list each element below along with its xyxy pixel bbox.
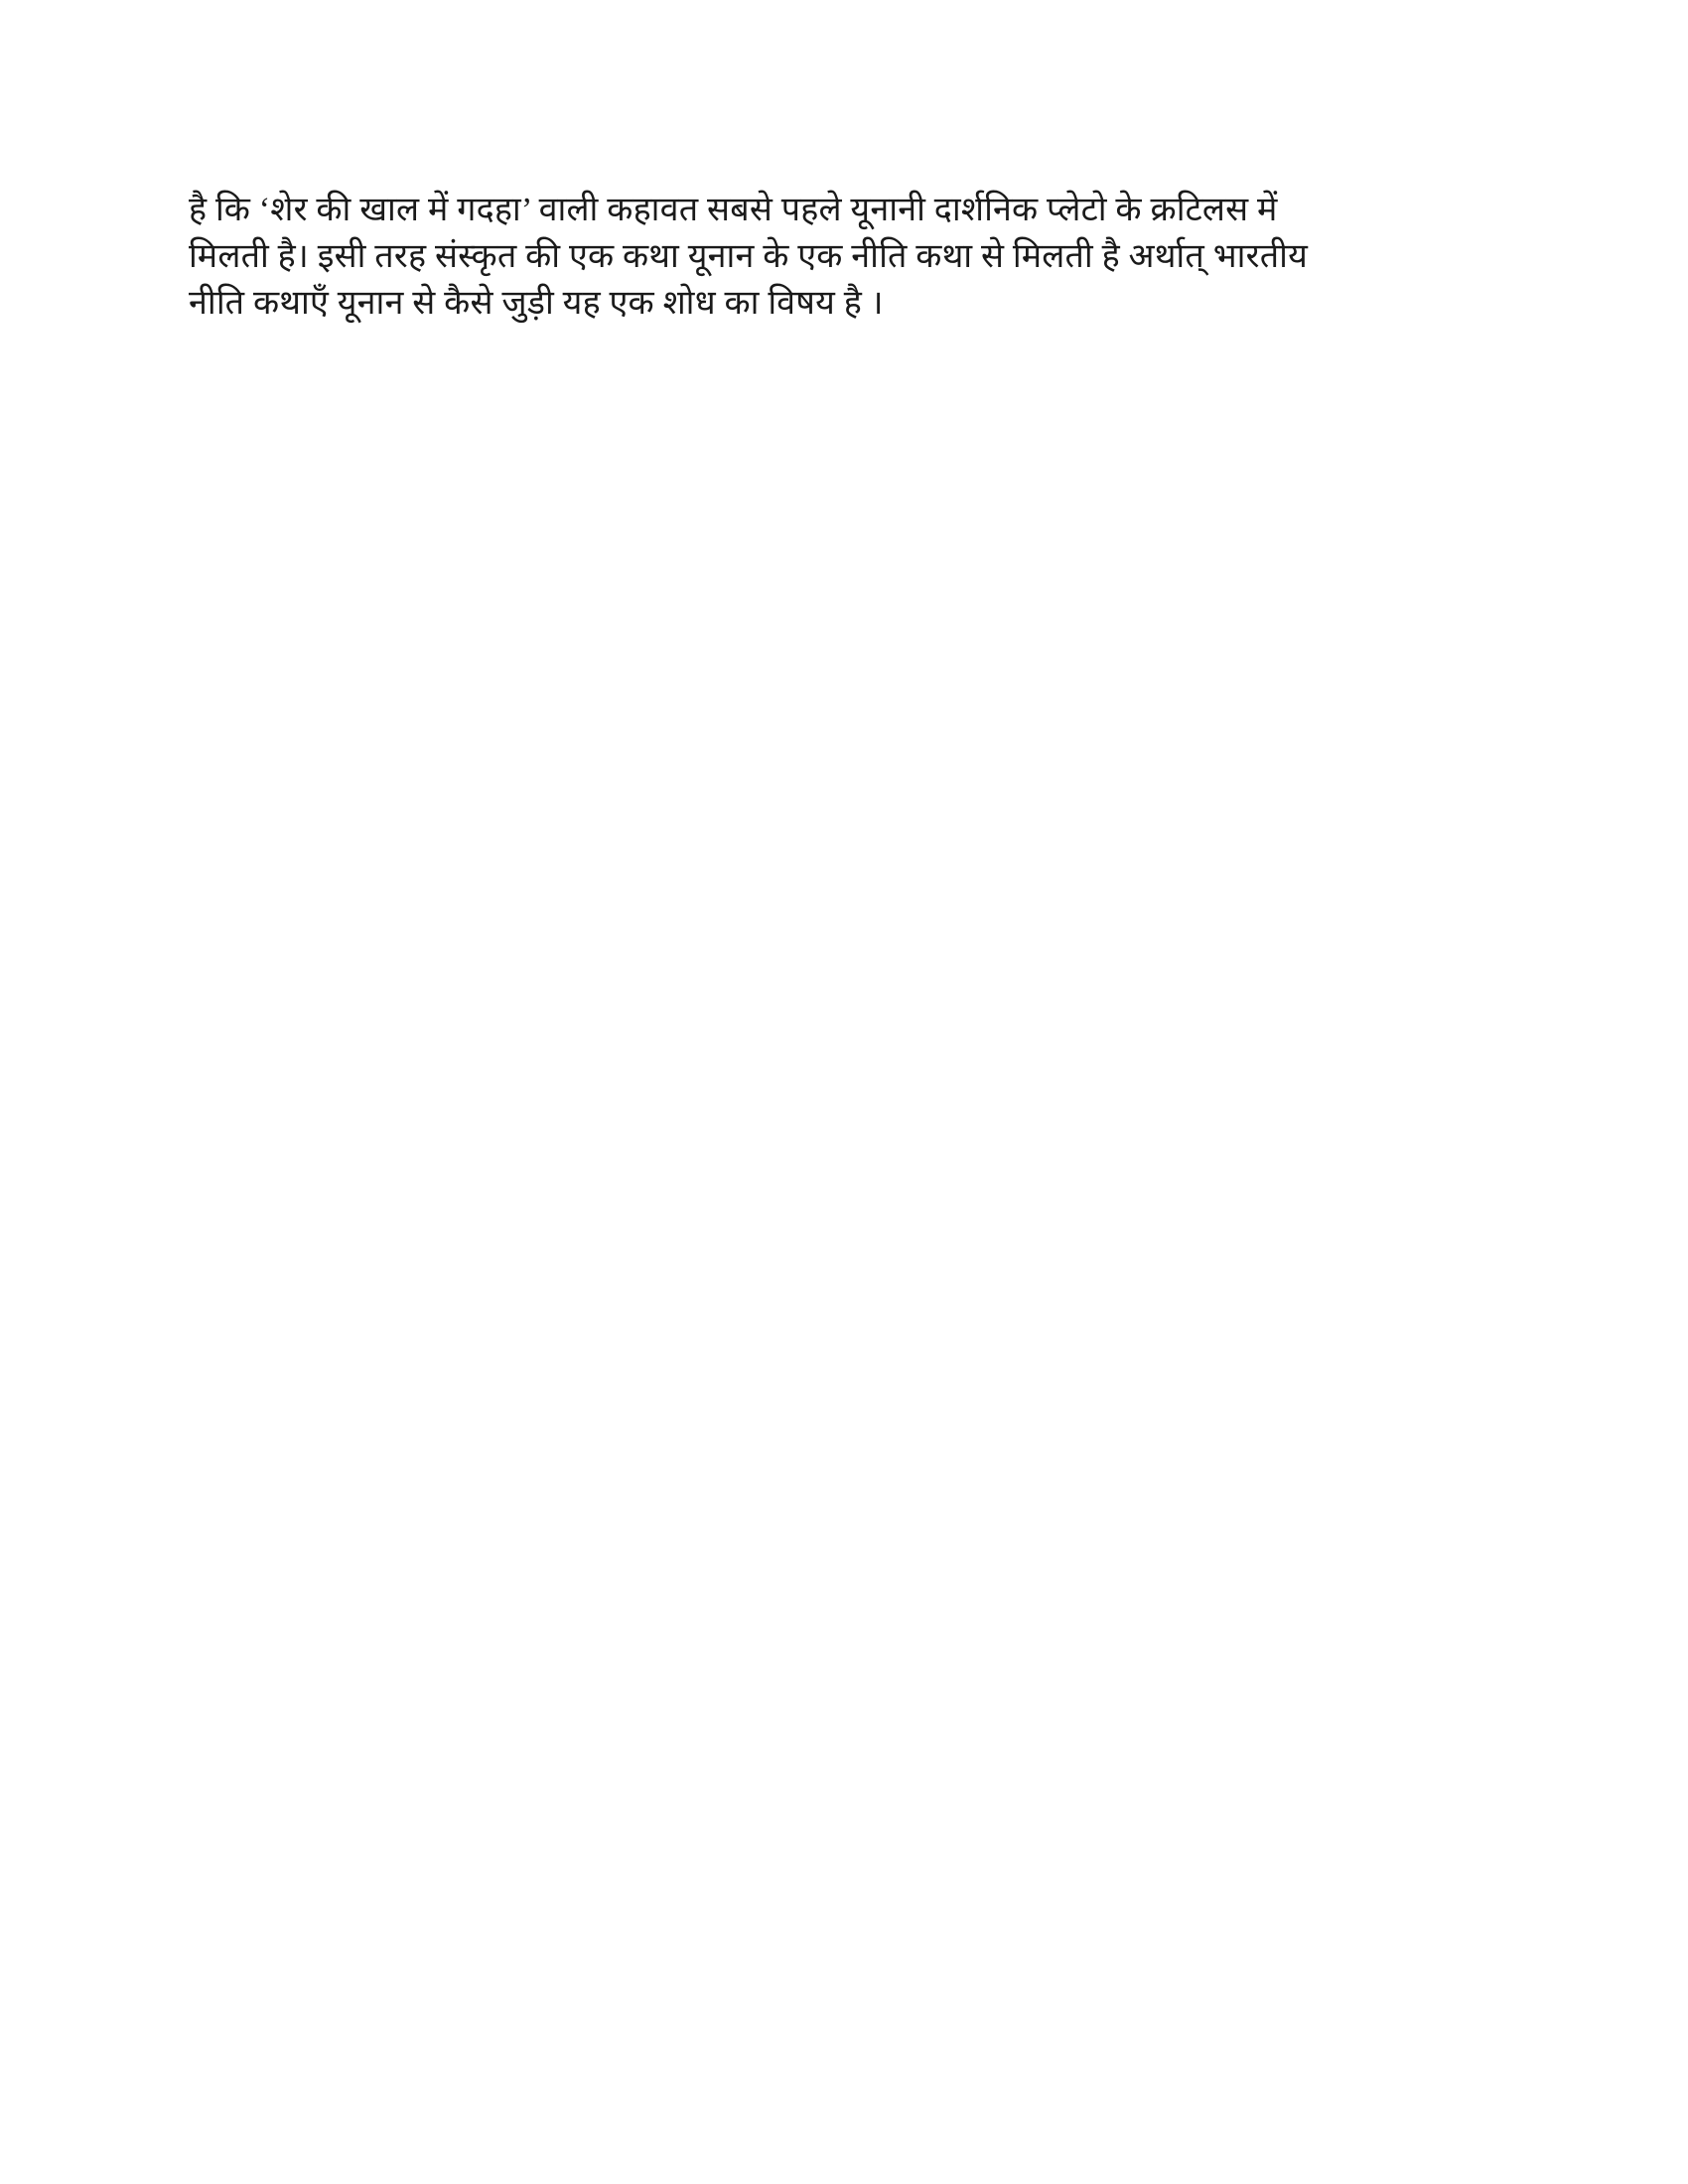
paragraph	[189, 187, 1470, 327]
text-line-1: है कि ‘शेर की खाल में गदहा’ वाली कहावत सबसे पहले यूनानी दार्शनिक प्लेटो के क्रटिलस में	[189, 192, 1278, 228]
text-line-3: नीति कथाएँ यूनान से कैसे जुड़ी यह एक शोध का विषय है ।	[189, 285, 884, 322]
text-line-2: मिलती है। इसी तरह संस्कृत की एक कथा यूनान के एक नीति कथा से मिलती है अर्थात् भारतीय	[189, 238, 1309, 275]
